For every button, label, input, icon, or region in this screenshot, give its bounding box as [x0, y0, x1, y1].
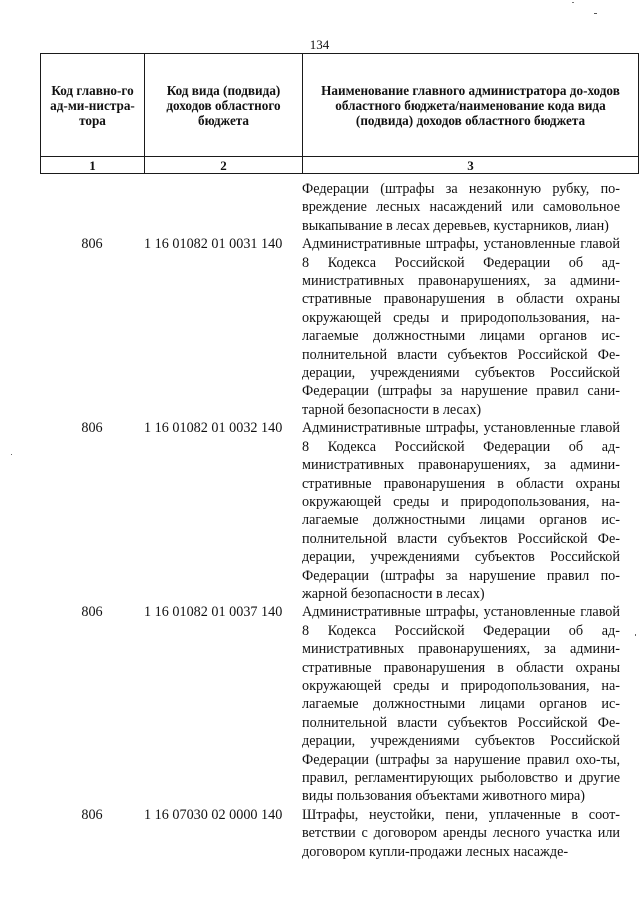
income-code: 1 16 01082 01 0031 140 — [144, 236, 283, 253]
table-row — [40, 235, 620, 419]
admin-code: 806 — [81, 236, 103, 253]
page-number: 134 — [309, 37, 330, 52]
income-name: Административные штрафы, установленные главой 8 Кодекса Российской Федерации об ад-министративных правонарушениях, за админи-стративные правонарушения в области охраны окружающей среды и природопользования, на-лагаемые должностными лицами органов ис-полнительной власти субъектов Российской Фе-дерации, учреждениями субъектов Российской Федерации (штрафы за нарушение правил охо-ты, правил, регламентирующих рыболовство и другие виды пользования объектами животного мира) — [302, 604, 620, 805]
admin-code: 806 — [81, 806, 103, 823]
table-body — [40, 180, 620, 861]
continuation-text: Федерации (штрафы за незаконную рубку, по-вреждение лесных насаждений или самовольное выкапывание в лесах деревьев, кустарников, лиан) — [302, 181, 620, 234]
table-header — [40, 53, 639, 174]
table-row — [40, 603, 620, 805]
income-code: 1 16 01082 01 0037 140 — [144, 604, 283, 621]
scan-speck — [11, 454, 12, 455]
income-name: Административные штрафы, установленные главой 8 Кодекса Российской Федерации об ад-министративных правонарушениях, за админи-стративные правонарушения в области охраны окружающей среды и природопользования, на-лагаемые должностными лицами органов ис-полнительной власти субъектов Российской Фе-дерации, учреждениями субъектов Российской Федерации (штрафы за нарушение правил сани-тарной безопасности в лесах) — [302, 236, 620, 418]
column-number: 1 — [41, 157, 145, 174]
income-name: Административные штрафы, установленные главой 8 Кодекса Российской Федерации об ад-министративных правонарушениях, за админи-стративные правонарушения в области охраны окружающей среды и природопользования, на-лагаемые должностными лицами органов ис-полнительной власти субъектов Российской Фе-дерации, учреждениями субъектов Российской Федерации (штрафы за нарушение правил по-жарной безопасности в лесах) — [302, 420, 620, 602]
scan-speck — [572, 2, 574, 3]
header-income-code: Код вида (подвида) доходов областного бюджета — [145, 54, 303, 157]
column-number: 3 — [303, 157, 639, 174]
admin-code: 806 — [81, 604, 103, 621]
scan-speck — [594, 13, 597, 14]
table-row — [40, 419, 620, 603]
table-row — [40, 806, 620, 861]
table-row — [40, 180, 620, 235]
income-name: Штрафы, неустойки, пени, уплаченные в соот-ветствии с договором аренды лесного участка или договором купли-продажи лесных насажде- — [302, 806, 620, 860]
admin-code: 806 — [81, 420, 103, 437]
header-name: Наименование главного администратора до-ходов областного бюджета/наименование кода вида (подвида) доходов областного бюджета — [303, 54, 639, 157]
header-admin-code: Код главно-го ад-ми-нистра-тора — [41, 54, 145, 157]
income-code: 1 16 07030 02 0000 140 — [144, 806, 283, 823]
income-code: 1 16 01082 01 0032 140 — [144, 420, 283, 437]
scan-speck — [635, 634, 636, 636]
column-number: 2 — [145, 157, 303, 174]
